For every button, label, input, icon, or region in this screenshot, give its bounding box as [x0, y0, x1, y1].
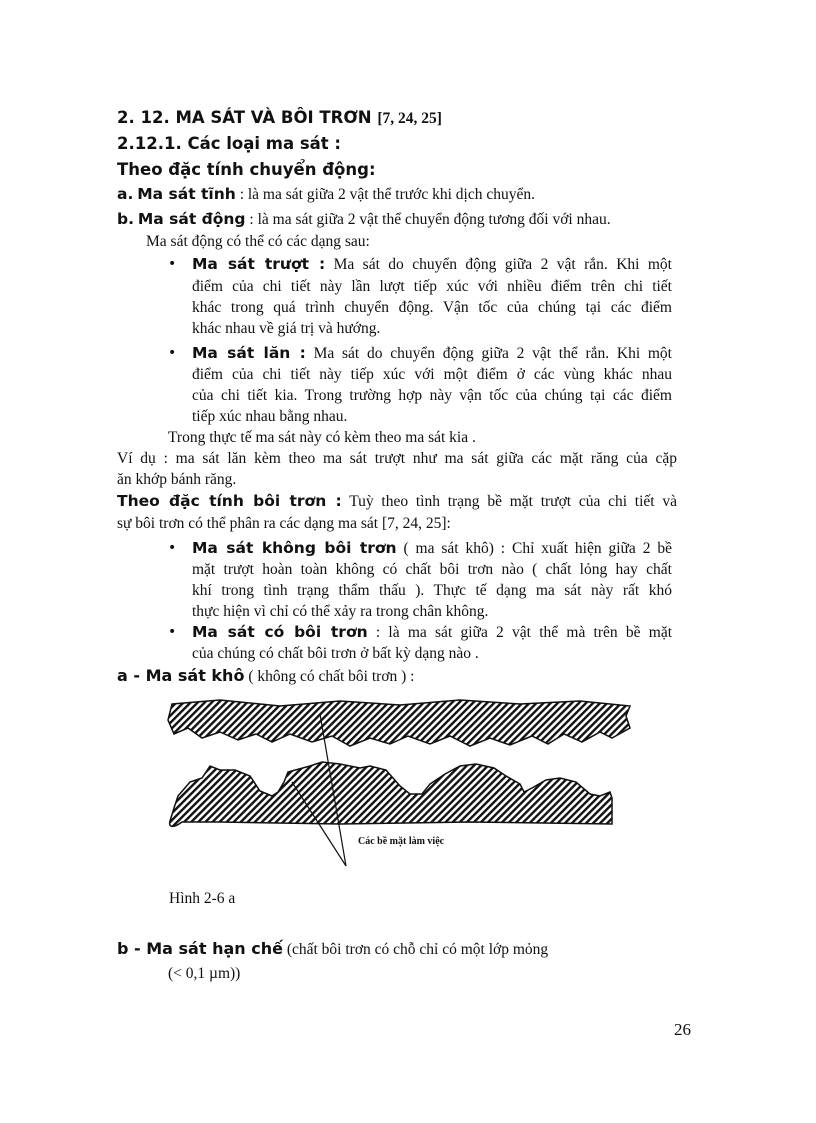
item-b-continuation: Ma sát động có thể có các dạng sau:	[146, 233, 370, 250]
with-lube-term: Ma sát có bôi trơn	[192, 623, 368, 641]
sliding-line-3: khác trong quá trình chuyển động. Vận tốc của chúng tại các điểm	[192, 299, 672, 316]
example-line-2: ăn khớp bánh răng.	[117, 471, 237, 488]
rolling-text-1: Ma sát do chuyển động giữa 2 vật thể rắn. Khi một	[313, 345, 672, 362]
motion-heading: Theo đặc tính chuyển động:	[117, 160, 376, 179]
boundary-friction-term: b - Ma sát hạn chế	[117, 939, 283, 958]
sliding-line-4: khác nhau về giá trị và hướng.	[192, 320, 381, 337]
rolling-line-1	[192, 343, 672, 364]
figure-callout: Các bề mặt làm việc	[358, 836, 445, 847]
no-lube-bullet: •	[168, 540, 177, 556]
lubrication-line-2: sự bôi trơn có thể phân ra các dạng ma sát [7, 24, 25]:	[117, 515, 451, 532]
with-lube-text-1: : là ma sát giữa 2 vật thể mà trên bề mặt	[375, 624, 673, 641]
sliding-line-2: điểm của chi tiết này lần lượt tiếp xúc với nhiều điểm trên chi tiết	[192, 278, 672, 295]
figure-caption: Hình 2-6 a	[169, 890, 236, 907]
item-a	[117, 184, 677, 205]
page-number: 26	[674, 1020, 691, 1039]
lower-surface-body	[170, 762, 612, 826]
subsection-title: 2.12.1. Các loại ma sát :	[117, 134, 342, 153]
item-b	[117, 209, 677, 230]
section-title	[117, 108, 442, 128]
item-a-term: Ma sát tĩnh	[137, 185, 236, 203]
item-a-text: : là ma sát giữa 2 vật thể trước khi dịch chuyển.	[239, 186, 535, 203]
sliding-text-1: Ma sát do chuyển động giữa 2 vật rắn. Khi một	[333, 256, 672, 273]
rolling-line-2: điểm của chi tiết này tiếp xúc với một điểm ở các vùng khác nhau	[192, 366, 672, 383]
item-b-term: Ma sát động	[137, 210, 246, 228]
rolling-line-4: tiếp xúc nhau bằng nhau.	[192, 408, 348, 425]
sliding-term: Ma sát trượt :	[192, 255, 326, 273]
boundary-friction-text: (chất bôi trơn có chỗ chỉ có một lớp mỏng	[286, 941, 549, 958]
section-refs: [7, 24, 25]	[377, 110, 442, 127]
sliding-bullet: •	[168, 256, 177, 272]
boundary-friction	[117, 938, 677, 960]
rolling-line-3: của chi tiết kia. Trong trường hợp này vận tốc của chúng tại các điểm	[192, 387, 672, 404]
dry-friction	[117, 665, 677, 687]
lubrication-heading: Theo đặc tính bôi trơn :	[117, 492, 342, 510]
item-b-marker: b.	[117, 210, 134, 228]
no-lube-line-4: thực hiện vì chỉ có thể xảy ra trong chân không.	[192, 603, 489, 620]
no-lube-line-3: khí trong tình trạng thẩm thấu ). Thực tế dạng ma sát này rất khó	[192, 582, 672, 599]
section-title-text: 2. 12. MA SÁT VÀ BÔI TRƠN	[117, 108, 372, 127]
rolling-term: Ma sát lăn :	[192, 344, 306, 362]
boundary-friction-text-2: (< 0,1 µm))	[168, 965, 241, 982]
with-lube-line-1	[192, 622, 672, 643]
lubrication-text-1: Tuỳ theo tình trạng bề mặt trượt của chi tiết và	[349, 493, 677, 510]
practice-note: Trong thực tế ma sát này có kèm theo ma sát kia .	[168, 429, 476, 446]
item-b-text: : là ma sát giữa 2 vật thể chuyển động tương đối với nhau.	[249, 211, 611, 228]
friction-surfaces-figure	[160, 696, 640, 876]
no-lube-text-1: ( ma sát khô) : Chỉ xuất hiện giữa 2 bề	[403, 540, 672, 557]
no-lube-term: Ma sát không bôi trơn	[192, 539, 397, 557]
sliding-line-1	[192, 254, 672, 275]
no-lube-line-1	[192, 538, 672, 559]
no-lube-line-2: mặt trượt hoàn toàn không có chất bôi trơn nào ( chất lỏng hay chất	[192, 561, 672, 578]
rolling-bullet: •	[168, 345, 177, 361]
example-line-1: Ví dụ : ma sát lăn kèm theo ma sát trượt như ma sát giữa các mặt răng của cặp	[117, 450, 677, 467]
with-lube-bullet: •	[168, 624, 177, 640]
dry-friction-text: ( không có chất bôi trơn ) :	[248, 668, 415, 685]
with-lube-line-2: của chúng có chất bôi trơn ở bất kỳ dạng nào .	[192, 645, 479, 662]
item-a-marker: a.	[117, 185, 134, 203]
lubrication-line-1	[117, 491, 677, 512]
dry-friction-term: a - Ma sát khô	[117, 666, 245, 685]
upper-surface-body	[168, 700, 630, 746]
